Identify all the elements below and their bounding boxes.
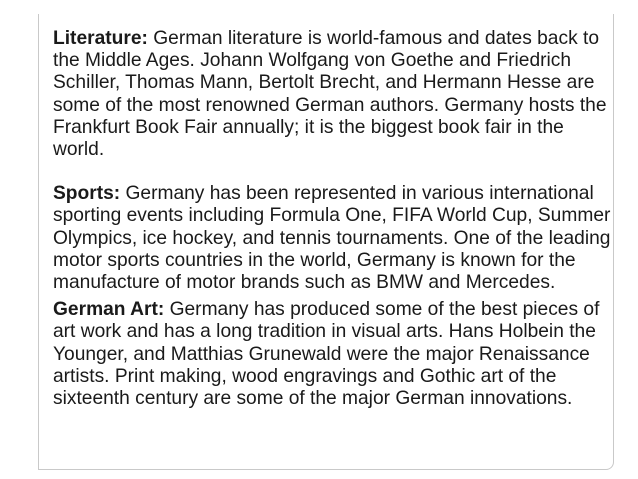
paragraph-heading: Sports: bbox=[53, 183, 121, 205]
text-body bbox=[53, 28, 618, 410]
paragraph-literature bbox=[53, 28, 618, 161]
paragraph-heading: German Art: bbox=[53, 299, 165, 321]
paragraph-text: Germany has produced some of the best pieces of art work and has a long tradition in visual arts. Hans Holbein the Younger, and Matthias Grunewald were the major Renaissance artists. Print making, wood engravings and Gothic art of the sixteenth century are some of the major German innovations. bbox=[53, 299, 600, 410]
paragraph-german-art bbox=[53, 299, 618, 410]
paragraph-heading: Literature: bbox=[53, 28, 148, 49]
paragraph-text: Germany has been represented in various international sporting events including Formula One, FIFA World Cup, Summer Olympics, ice hockey, and tennis tournaments. One of the leading motor sports countries in the world, Germany is known for the manufacture of motor brands such as BMW and Mercedes. bbox=[53, 183, 611, 294]
paragraph-text: German literature is world-famous and dates back to the Middle Ages. Johann Wolfgang von Goethe and Friedrich Schiller, Thomas Mann, Bertolt Brecht, and Hermann Hesse are some of the most renowned German authors. Germany hosts the Frankfurt Book Fair annually; it is the biggest book fair in the world. bbox=[53, 28, 607, 161]
paragraph-sports bbox=[53, 183, 618, 294]
